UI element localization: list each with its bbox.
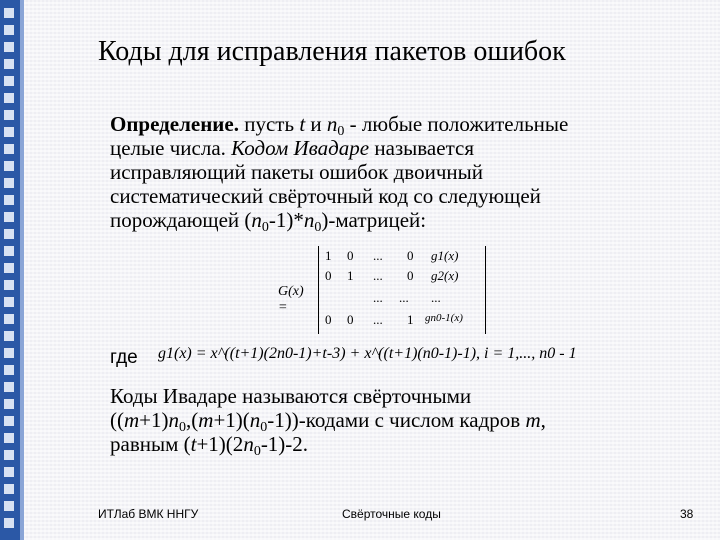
rail-squares [4, 8, 18, 535]
definition-line-1: Определение. пусть t и $n_0$ - любые положительные [110, 112, 569, 139]
footer-center: Свёрточные коды [342, 507, 441, 521]
where-label: где [110, 347, 138, 368]
decorative-left-rail [0, 0, 20, 540]
definition-line-4: систематический свёрточный код со следующей [110, 184, 541, 208]
matrix-brackets: 1 0 ... 0 g1(x) 0 1 ... 0 g2(x) ... ... ... 0 0 ... 1 gn0-1(x) [318, 246, 486, 334]
slide-title: Коды для исправления пакетов ошибок [98, 36, 566, 67]
conclusion-line-3: равным $(t+1)(2n_0-1)-2$. [110, 432, 309, 459]
definition-line-3: исправляющий пакеты ошибок двоичный [110, 160, 483, 184]
definition-line-2: целые числа. Кодом Ивадаре называется [110, 136, 474, 160]
page-number: 38 [680, 507, 694, 521]
g1-formula: g1(x) = x^((t+1)(2n0-1)+t-3) + x^((t+1)(n0-1)-1), i = 1,..., n0 - 1 [158, 345, 577, 362]
matrix-lhs: G(x) = [278, 284, 304, 315]
definition-line-5: порождающей $(n_0-1)*n_0$)-матрицей: [110, 208, 427, 235]
footer-left: ИТЛаб ВМК ННГУ [98, 507, 199, 521]
rail-edge [20, 0, 24, 540]
definition-label: Определение. [110, 112, 239, 136]
conclusion-line-1: Коды Ивадаре называются свёрточными [110, 384, 472, 408]
conclusion-line-2: $((m+1)n_0,(m+1)(n_0-1))$-кодами с числом кадров m, [110, 408, 546, 435]
